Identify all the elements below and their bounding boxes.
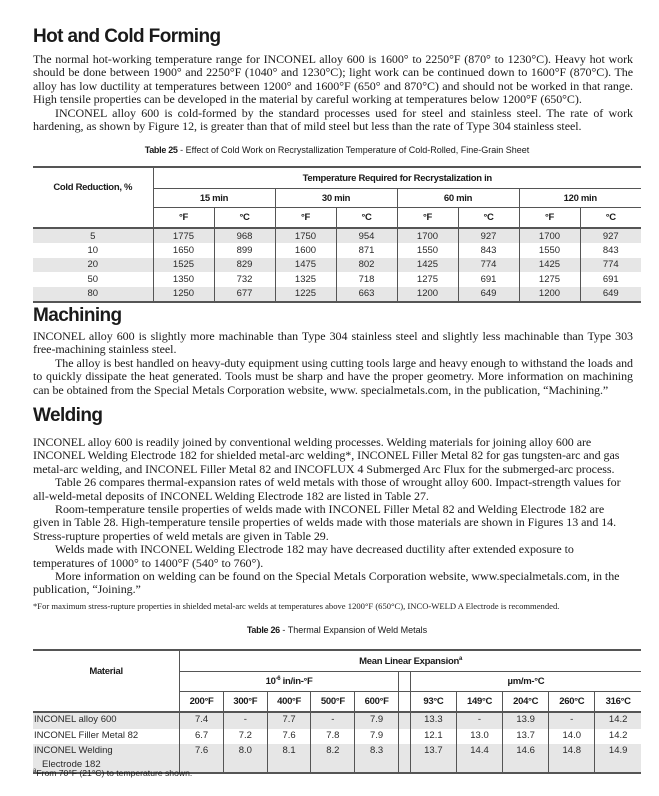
empty-cell: [33, 692, 180, 713]
temperature-cell: 927: [580, 228, 641, 243]
expansion-cell: 7.8: [311, 729, 355, 745]
cold-reduction-cell: 20: [33, 258, 153, 272]
unit-header-metric: µm/m-°C: [410, 672, 641, 692]
paragraph: Table 26 compares thermal-expansion rates of weld metals with those of wrought alloy 600. Impact-strength values for all-weld-metal deposits of INCONEL Welding Electrode 182 are listed in Table 27.: [33, 475, 621, 503]
section-heading: Welding: [33, 405, 103, 426]
table-25: [33, 166, 641, 303]
expansion-cell: 14.0: [549, 729, 595, 745]
paragraph: The normal hot-working temperature range for INCONEL alloy 600 is 1600° to 2250°F (870° to 1230°C). Heavy hot work should be done between 1900° and 2250°F (1040° and 1230°C); light work can be continued down to 1600°F (870°C). The alloy has low ductility at temperatures between 1200° and 1600°F (650° and 870°C) and should not be worked in that range. High tensile properties can be developed in the material by careful working at temperatures below 1200°F (650°C).: [33, 52, 633, 107]
footnote: *For maximum stress-rupture properties in shielded metal-arc welds at temperatures above 1200°F (650°C), INCO-WELD A Electrode is recommended.: [33, 600, 560, 611]
column-gap: [399, 744, 411, 773]
temperature-cell: 663: [336, 287, 397, 302]
paragraph: Room-temperature tensile properties of welds made with INCONEL Filler Metal 82 and Welding Electrode 182 are given in Table 28. High-temperature tensile properties of welds made with those materials are shown in Figures 13 and 14. Stress-rupture properties of weld metals are given in Table 29.: [33, 502, 617, 543]
unit-header: °F: [275, 208, 336, 229]
column-gap: [399, 729, 411, 745]
column-gap: [399, 692, 411, 713]
group-header: Temperature Required for Recrystalization in: [153, 167, 641, 189]
expansion-cell: 12.1: [410, 729, 456, 745]
cold-reduction-cell: 80: [33, 287, 153, 302]
expansion-cell: 7.6: [180, 744, 224, 773]
expansion-cell: 13.9: [503, 712, 549, 729]
table-row: [33, 287, 641, 302]
expansion-cell: 8.3: [355, 744, 399, 773]
table-26: [33, 649, 641, 774]
expansion-cell: 13.7: [410, 744, 456, 773]
expansion-cell: -: [223, 712, 267, 729]
expansion-cell: 6.7: [180, 729, 224, 745]
group-header: [180, 650, 641, 672]
expansion-cell: 14.4: [456, 744, 502, 773]
temperature-cell: 1550: [397, 243, 458, 257]
temperature-cell: 829: [214, 258, 275, 272]
column-header: 120 min: [519, 189, 641, 208]
section-heading: Hot and Cold Forming: [33, 26, 221, 47]
temperature-cell: 1350: [153, 272, 214, 286]
temperature-cell: 1200: [397, 287, 458, 302]
temperature-cell: 1650: [153, 243, 214, 257]
temperature-cell: 871: [336, 243, 397, 257]
temperature-cell: 677: [214, 287, 275, 302]
temperature-cell: 802: [336, 258, 397, 272]
column-gap: [399, 712, 411, 729]
expansion-cell: 8.2: [311, 744, 355, 773]
unit-suffix: in/in-°F: [280, 676, 313, 687]
section-welding: [33, 405, 633, 611]
footnote-marker: a: [458, 655, 463, 662]
temperature-header: 200°F: [180, 692, 224, 713]
expansion-cell: 7.4: [180, 712, 224, 729]
temperature-header: 204°C: [503, 692, 549, 713]
material-cell: [33, 712, 180, 729]
expansion-cell: 13.0: [456, 729, 502, 745]
expansion-cell: -: [456, 712, 502, 729]
unit-header: °C: [458, 208, 519, 229]
column-header: 15 min: [153, 189, 275, 208]
column-header: Material: [89, 665, 123, 677]
cold-reduction-cell: 5: [33, 228, 153, 243]
table-number: Table 26: [246, 625, 280, 635]
temperature-cell: 1275: [397, 272, 458, 286]
table-row: [33, 258, 641, 272]
temperature-cell: 899: [214, 243, 275, 257]
table-26-caption: [33, 625, 641, 635]
temperature-header: 149°C: [456, 692, 502, 713]
unit-header: °C: [336, 208, 397, 229]
paragraph: More information on welding can be found on the Special Metals Corporation website, www.specialmetals.com, in the publication, “Joining.”: [33, 569, 620, 597]
temperature-cell: 1225: [275, 287, 336, 302]
expansion-cell: 14.2: [595, 712, 641, 729]
material-name: INCONEL Filler Metal 82: [34, 729, 139, 741]
temperature-header: 93°C: [410, 692, 456, 713]
empty-cell: [33, 208, 153, 229]
temperature-header: 316°C: [595, 692, 641, 713]
paragraph: INCONEL alloy 600 is cold-formed by the standard processes used for steel and stainless steel. The rate of work hardening, as shown by Figure 12, is greater than that of mild steel but less than the rate of Type 304 stainless steel.: [33, 105, 633, 134]
material-name: INCONEL Welding: [34, 745, 113, 756]
temperature-cell: 843: [580, 243, 641, 257]
expansion-cell: -: [549, 712, 595, 729]
footnote-text: From 70°F (21°C) to temperature shown.: [36, 768, 193, 778]
temperature-cell: 968: [214, 228, 275, 243]
unit-header: °C: [214, 208, 275, 229]
expansion-cell: 7.9: [355, 729, 399, 745]
temperature-cell: 1775: [153, 228, 214, 243]
temperature-cell: 774: [458, 258, 519, 272]
table-row: [33, 243, 641, 257]
temperature-cell: 649: [580, 287, 641, 302]
column-header: Cold Reduction, %: [53, 182, 133, 194]
unit-header: °F: [397, 208, 458, 229]
temperature-header: 260°C: [549, 692, 595, 713]
temperature-cell: 954: [336, 228, 397, 243]
expansion-cell: 7.7: [267, 712, 311, 729]
expansion-cell: 14.2: [595, 729, 641, 745]
section-machining: [33, 305, 633, 397]
temperature-cell: 774: [580, 258, 641, 272]
temperature-cell: 1425: [519, 258, 580, 272]
expansion-cell: 7.6: [267, 729, 311, 745]
temperature-cell: 1475: [275, 258, 336, 272]
expansion-cell: 8.1: [267, 744, 311, 773]
temperature-cell: 1525: [153, 258, 214, 272]
table-row: [33, 712, 641, 729]
expansion-cell: -: [311, 712, 355, 729]
table-row: [33, 729, 641, 745]
temperature-cell: 718: [336, 272, 397, 286]
expansion-cell: 14.6: [503, 744, 549, 773]
temperature-header: 400°F: [267, 692, 311, 713]
group-header-text: Mean Linear Expansion: [359, 655, 459, 667]
expansion-cell: 7.9: [355, 712, 399, 729]
table-number: Table 25: [144, 145, 178, 155]
temperature-cell: 1275: [519, 272, 580, 286]
footnote-marker: a: [33, 768, 37, 774]
unit-header: °F: [519, 208, 580, 229]
expansion-cell: 7.2: [223, 729, 267, 745]
expansion-cell: 14.9: [595, 744, 641, 773]
expansion-cell: 13.7: [503, 729, 549, 745]
unit-header-imperial: [180, 672, 399, 692]
temperature-header: 300°F: [223, 692, 267, 713]
temperature-cell: 1425: [397, 258, 458, 272]
section-heading: Machining: [33, 305, 122, 326]
unit-prefix: 10: [265, 676, 276, 687]
material-cell: [33, 729, 180, 745]
temperature-cell: 1750: [275, 228, 336, 243]
temperature-header: 600°F: [355, 692, 399, 713]
temperature-cell: 1550: [519, 243, 580, 257]
temperature-cell: 691: [580, 272, 641, 286]
table-title: - Effect of Cold Work on Recrystallization Temperature of Cold-Rolled, Fine-Grain Sheet: [177, 145, 530, 155]
expansion-cell: 14.8: [549, 744, 595, 773]
temperature-header: 500°F: [311, 692, 355, 713]
table-title: - Thermal Expansion of Weld Metals: [279, 625, 428, 635]
cold-reduction-cell: 50: [87, 273, 99, 285]
paragraph: The alloy is best handled on heavy-duty equipment using cutting tools large and heavy enough to withstand the loads and to quickly dissipate the heat generated. Tools must be sharp and have the proper geometry. More information on machining can be obtained from the Special Metals Corporation website, www. specialmetals.com, in the publication, “Machining.”: [33, 355, 633, 397]
expansion-cell: 13.3: [410, 712, 456, 729]
column-header: 60 min: [397, 189, 519, 208]
temperature-cell: 927: [458, 228, 519, 243]
unit-header: °C: [580, 208, 641, 229]
section-hot-cold-forming: [33, 26, 633, 133]
column-gap: [399, 672, 411, 692]
temperature-cell: 1325: [275, 272, 336, 286]
paragraph: INCONEL alloy 600 is slightly more machinable than Type 304 stainless steel and slightly less machinable than Type 303 free-machining stainless steel.: [33, 329, 633, 357]
unit-exponent: -6: [275, 676, 281, 682]
temperature-cell: 1250: [153, 287, 214, 302]
column-header: 30 min: [275, 189, 397, 208]
material-name-continued: Electrode 182: [42, 759, 101, 770]
material-name: INCONEL alloy 600: [34, 714, 117, 725]
temperature-cell: 1700: [397, 228, 458, 243]
paragraph: Welds made with INCONEL Welding Electrode 182 may have decreased ductility after extended exposure to temperatures of 1000° to 1400°F (540° to 760°).: [33, 542, 574, 570]
table-row: [33, 228, 641, 243]
temperature-cell: 649: [458, 287, 519, 302]
expansion-cell: 8.0: [223, 744, 267, 773]
table-row: [33, 272, 641, 286]
temperature-cell: 1600: [275, 243, 336, 257]
table-25-caption: [33, 145, 641, 155]
unit-header: °F: [153, 208, 214, 229]
temperature-cell: 691: [458, 272, 519, 286]
temperature-cell: 1200: [519, 287, 580, 302]
temperature-cell: 1700: [519, 228, 580, 243]
paragraph: INCONEL alloy 600 is readily joined by conventional welding processes. Welding materials for joining alloy 600 are INCONEL Welding Electrode 182 for shielded metal-arc welding*, INCONEL Filler Metal 82 for gas tungsten-arc and gas metal-arc welding, and INCONEL Filler Metal 82 and INCOFLUX 4 Submerged Arc Flux for the submerged-arc process.: [33, 435, 620, 476]
temperature-cell: 843: [458, 243, 519, 257]
cold-reduction-cell: 10: [87, 245, 99, 257]
temperature-cell: 732: [214, 272, 275, 286]
table-26-footnote: [33, 768, 192, 778]
